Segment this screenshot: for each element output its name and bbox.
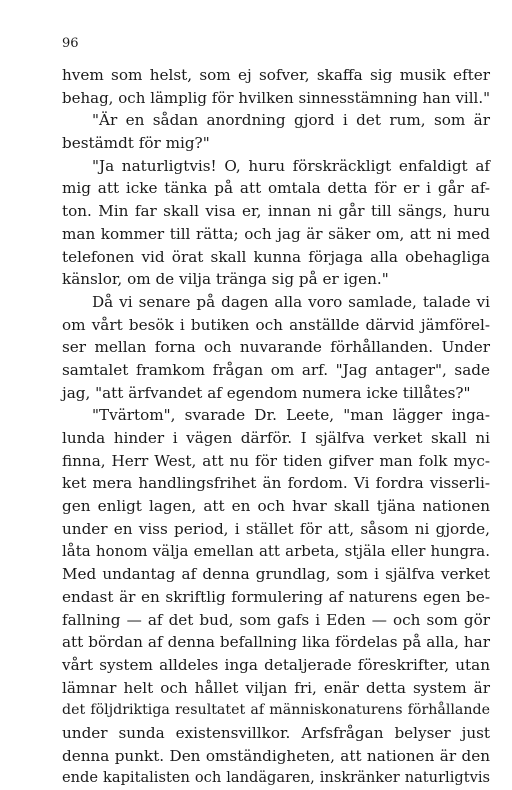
text-line: ket mera handlingsfrihet än fordom. Vi fordra visserli- (62, 474, 490, 493)
text-line: behag, och lämplig för hvilken sinnesstämning han vill." (62, 88, 490, 107)
text-line: det följdriktiga resultatet af människonaturens förhållande (62, 702, 490, 719)
text-line: under en viss period, i stället för att, såsom ni gjorde, (62, 519, 490, 538)
text-line: ser mellan forna och nuvarande förhållanden. Under (62, 338, 490, 357)
text-line: finna, Herr West, att nu för tiden gifver man folk myc- (62, 451, 490, 470)
text-line: Då vi senare på dagen alla voro samlade, talade vi (92, 292, 490, 311)
text-line: mig att icke tänka på att omtala detta för er i går af- (62, 179, 490, 198)
text-line: gen enligt lagen, att en och hvar skall tjäna nationen (62, 497, 490, 516)
text-line: att bördan af denna befallning lika fördelas på alla, har (62, 633, 490, 652)
text-line: samtalet framkom frågan om arf. "Jag antager", sade (62, 360, 490, 379)
text-line: "Är en sådan anordning gjord i det rum, som är (92, 111, 490, 130)
text-line: jag, "att ärfvandet af egendom numera icke tillåtes?" (62, 383, 471, 402)
text-line: om vårt besök i butiken och anställde därvid jämförel- (62, 315, 490, 334)
text-line: låta honom välja emellan att arbeta, stjäla eller hungra. (62, 542, 490, 561)
text-line: man kommer till rätta; och jag är säker om, att ni med (62, 224, 490, 243)
text-line: endast är en skriftlig formulering af naturens egen be- (62, 587, 490, 606)
text-line: Med undantag af denna grundlag, som i själfva verket (62, 565, 490, 584)
text-line: fallning — af det bud, som gafs i Eden — och som gör (62, 610, 490, 629)
text-line: telefonen vid örat skall kunna förjaga alla obehagliga (62, 247, 490, 266)
text-line: bestämdt för mig?" (62, 134, 210, 153)
body-text (62, 64, 490, 790)
text-line: ende kapitalisten och landägaren, inskränker naturligtvis (62, 769, 490, 787)
text-line: vårt system alldeles inga detaljerade föreskrifter, utan (62, 655, 490, 674)
text-line: känslor, om de vilja tränga sig på er igen." (62, 270, 389, 289)
text-line: lämnar helt och hållet viljan fri, enär detta system är (62, 678, 490, 697)
text-line: "Ja naturligtvis! O, huru förskräckligt enfaldigt af (92, 156, 490, 175)
text-line: hvem som helst, som ej sofver, skaffa sig musik efter (62, 66, 490, 84)
text-line: denna punkt. Den omständigheten, att nationen är den (62, 746, 490, 765)
text-line: "Tvärtom", svarade Dr. Leete, "man lägger inga- (92, 406, 490, 425)
text-line: under sunda existensvillkor. Arfsfrågan belyser just (62, 723, 490, 742)
text-line: lunda hinder i vägen därför. I själfva verket skall ni (62, 429, 490, 447)
text-line: ton. Min far skall visa er, innan ni går till sängs, huru (62, 202, 490, 221)
page-number: 96 (62, 36, 79, 51)
